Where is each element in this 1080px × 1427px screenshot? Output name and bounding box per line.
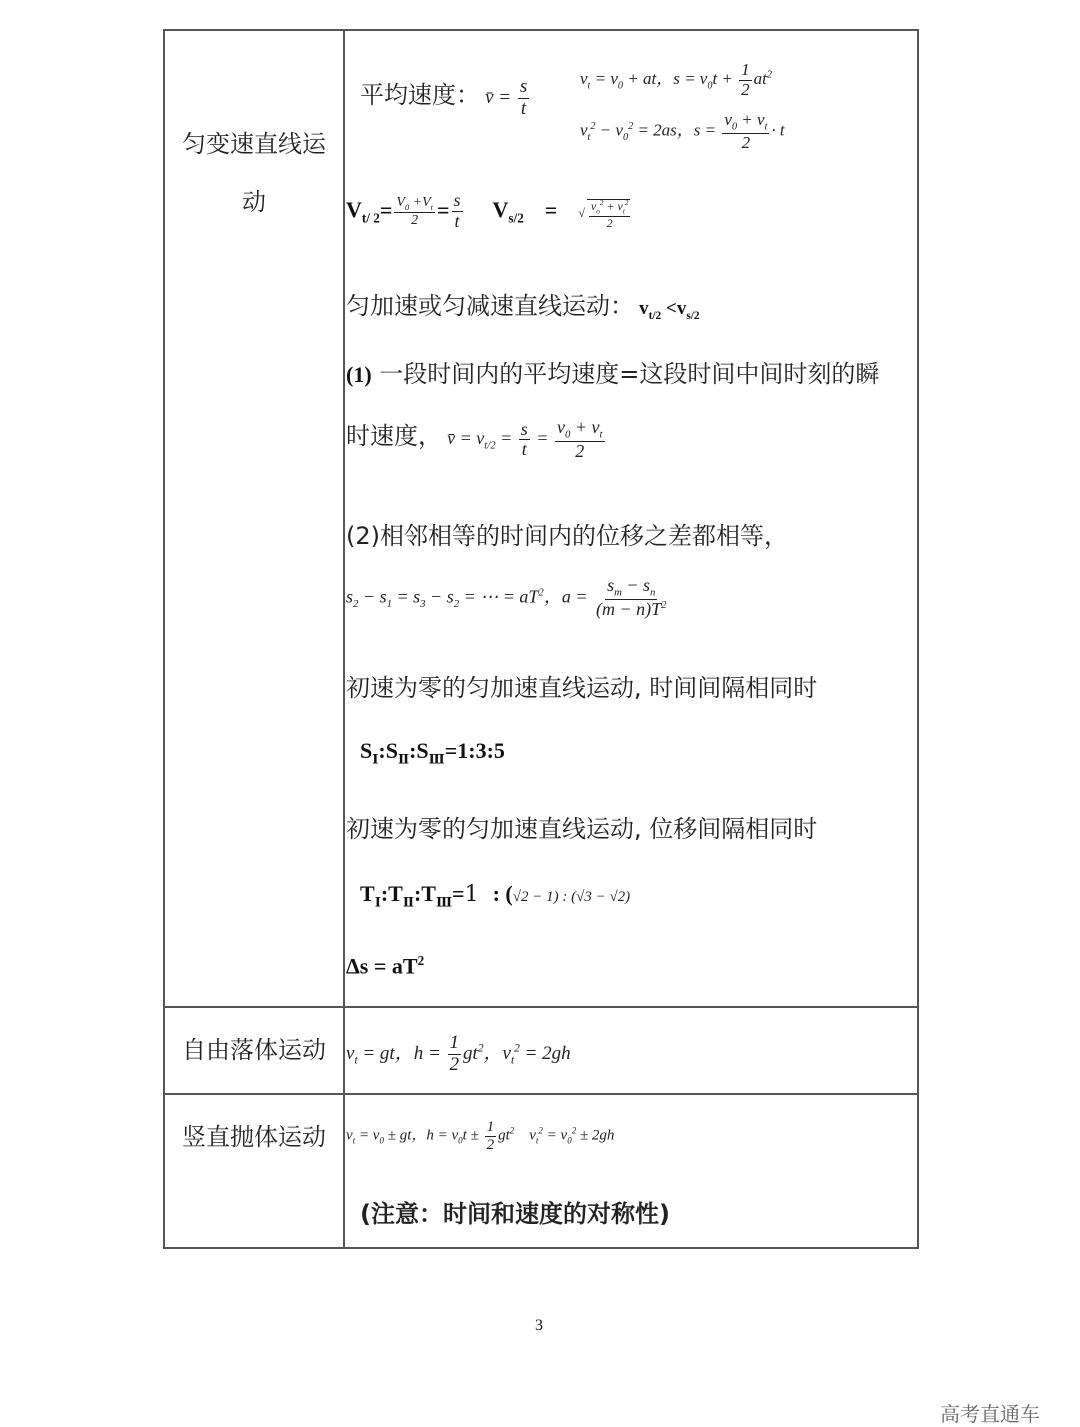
avg-speed-label: 平均速度：: [360, 81, 480, 109]
kinematic-equation-1: $v_t = v_0$ + at，$s = v_0t$ + $\frac{1}{2}$ $at^2$: [580, 60, 772, 99]
zero-start-disp-label: 初速为零的匀加速直线运动, 位移间隔相同时: [346, 815, 818, 843]
point-1-text: (1) 一段时间内的平均速度=这段时间中间时刻的瞬: [346, 360, 880, 388]
row-divider: [165, 1006, 917, 1008]
disp-ratio-formula: $T_Ⅰ:T_Ⅱ:T_Ⅲ=1$ : (√2 − 1) : (√3 − √2): [360, 881, 631, 910]
column-divider: [343, 31, 345, 1247]
row-label-line: 匀变速直线运: [182, 130, 326, 158]
comparison-line: 匀加速或匀减速直线运动： $v_{t/2} <v_{s/2}$: [346, 292, 700, 322]
row-label-line: 动: [242, 188, 266, 216]
comparison-label: 匀加速或匀减速直线运动：: [346, 292, 634, 320]
midpoint-velocity-line: $V_{t/ 2}=$ $\frac{V_0 +V_t}{2}$ = $\frac{s}{t}$ $V_{s/2}$ = √ $\frac{v_o^2 + v_t^2}{2}$: [346, 190, 629, 231]
point-2-label: (2)相邻相等的时间内的位移之差都相等，: [346, 522, 788, 550]
row-label-vertical-throw: 竖直抛体运动: [182, 1123, 326, 1151]
time-ratio-formula: $S_Ⅰ:S_Ⅱ:S_Ⅲ=1:3:5$: [360, 738, 505, 767]
kinematic-equation-2: $v_t^2 - v_0^2 = 2as$，s = $\frac{v_0 + v_t}{2}$ · t: [580, 110, 785, 152]
free-fall-formula: $v_t$ = gt，h = $\frac{1}{2}$ $gt^2$，$v_t^2 = 2gh$: [346, 1032, 571, 1075]
page-number: 3: [535, 1317, 543, 1334]
delta-s-formula: $\Delta s = aT^2$: [346, 953, 425, 979]
physics-formula-table: [163, 29, 919, 1249]
zero-start-time-label: 初速为零的匀加速直线运动, 时间间隔相同时: [346, 674, 818, 702]
row-label-free-fall: 自由落体运动: [182, 1036, 326, 1064]
symmetry-note: (注意：时间和速度的对称性): [360, 1200, 670, 1228]
avg-speed-formula: v̄ = $\frac{s}{t}$: [485, 76, 528, 120]
point-2-formula: $s_2 - s_1 = s_3 - s_2$ = ⋯ = $aT^2$，a = $\frac{s_m - s_n}{(m - n)T^2}$: [346, 575, 667, 620]
point-1-formula-line: 时速度， v̄ = $v_{t/2}$ = $\frac{s}{t}$ = $\frac{v_0 + v_t}{2}$: [346, 416, 603, 462]
average-speed-line: [360, 75, 531, 120]
point-1-label: 时速度，: [346, 422, 442, 450]
vertical-throw-formula: $v_t = v_0$ ± gt，$h = v_0t$ ± $\frac{1}{2}$ $gt^2$ $v_t^2 = v_0^2 \pm 2gh$: [346, 1119, 615, 1153]
watermark: 高考直通车: [940, 1402, 1040, 1426]
point-2-text: [346, 516, 788, 551]
row-divider: [165, 1093, 917, 1095]
row-label-uniform-acceleration: [165, 115, 343, 231]
